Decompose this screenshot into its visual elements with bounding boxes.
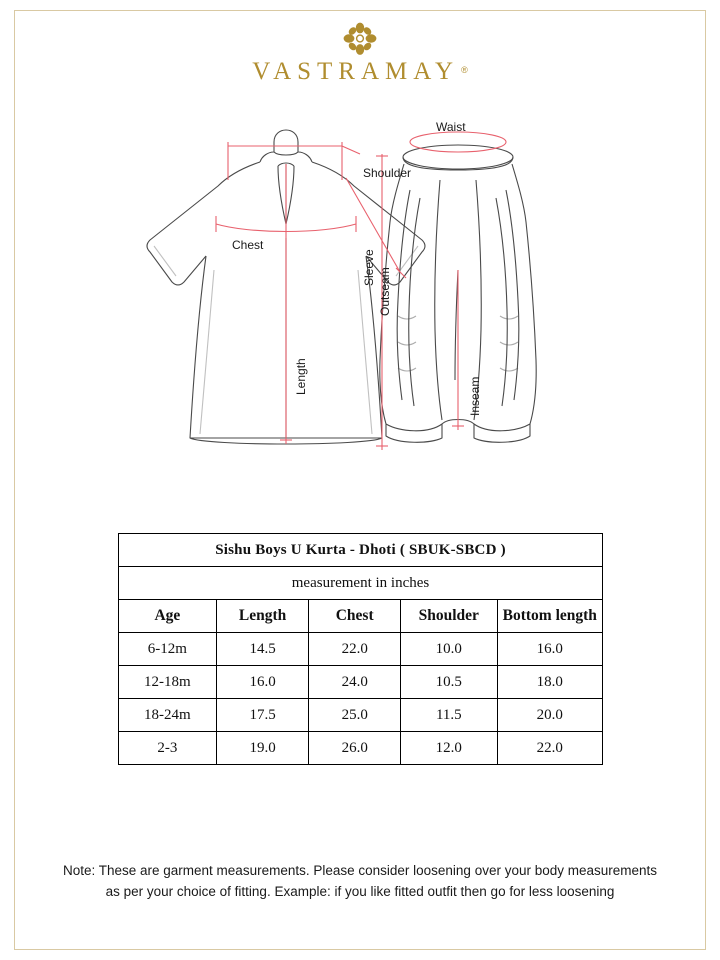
column-header-chest: Chest <box>309 600 401 633</box>
cell-shoulder: 11.5 <box>401 699 498 732</box>
cell-length: 14.5 <box>216 633 309 666</box>
label-outseam: Outseam <box>378 267 392 316</box>
label-shoulder: Shoulder <box>363 166 412 180</box>
cell-age: 12-18m <box>119 666 217 699</box>
table-row <box>119 732 603 765</box>
cell-age: 2-3 <box>119 732 217 765</box>
brand-name: VASTRAMAY <box>252 58 460 85</box>
cell-chest: 24.0 <box>309 666 401 699</box>
cell-chest: 26.0 <box>309 732 401 765</box>
cell-shoulder: 12.0 <box>401 732 498 765</box>
registered-mark: ® <box>461 64 468 75</box>
label-chest: Chest <box>232 238 264 252</box>
label-sleeve: Sleeve <box>362 249 376 286</box>
cell-bottom-length: 20.0 <box>497 699 602 732</box>
table-subtitle-row <box>119 567 603 600</box>
garment-illustration <box>110 120 610 500</box>
table-row <box>119 633 603 666</box>
table-title: Sishu Boys U Kurta - Dhoti ( SBUK-SBCD ) <box>119 534 603 567</box>
table-row <box>119 666 603 699</box>
column-header-shoulder: Shoulder <box>401 600 498 633</box>
garment-diagram-svg <box>110 120 610 500</box>
cell-shoulder: 10.5 <box>401 666 498 699</box>
table-subtitle: measurement in inches <box>119 567 603 600</box>
column-header-bottom-length: Bottom length <box>497 600 602 633</box>
label-waist: Waist <box>436 120 466 134</box>
column-header-age: Age <box>119 600 217 633</box>
label-inseam: Inseam <box>468 376 482 416</box>
brand-header <box>0 22 720 86</box>
label-length: Length <box>294 358 308 395</box>
cell-age: 6-12m <box>119 633 217 666</box>
cell-bottom-length: 22.0 <box>497 732 602 765</box>
cell-shoulder: 10.0 <box>401 633 498 666</box>
cell-chest: 22.0 <box>309 633 401 666</box>
floral-ornament-icon <box>339 22 381 56</box>
size-chart-table <box>118 533 603 765</box>
note-line-2: as per your choice of fitting. Example: if you like fitted outfit then go for less loosening <box>105 884 615 899</box>
table-row <box>119 699 603 732</box>
column-header-length: Length <box>216 600 309 633</box>
cell-length: 19.0 <box>216 732 309 765</box>
cell-chest: 25.0 <box>309 699 401 732</box>
cell-bottom-length: 16.0 <box>497 633 602 666</box>
cell-age: 18-24m <box>119 699 217 732</box>
note-line-1: Note: These are garment measurements. Please consider loosening over your body measurements <box>62 863 658 878</box>
cell-length: 16.0 <box>216 666 309 699</box>
table-header-row <box>119 600 603 633</box>
table-title-row <box>119 534 603 567</box>
footer-note <box>30 860 690 902</box>
cell-length: 17.5 <box>216 699 309 732</box>
cell-bottom-length: 18.0 <box>497 666 602 699</box>
